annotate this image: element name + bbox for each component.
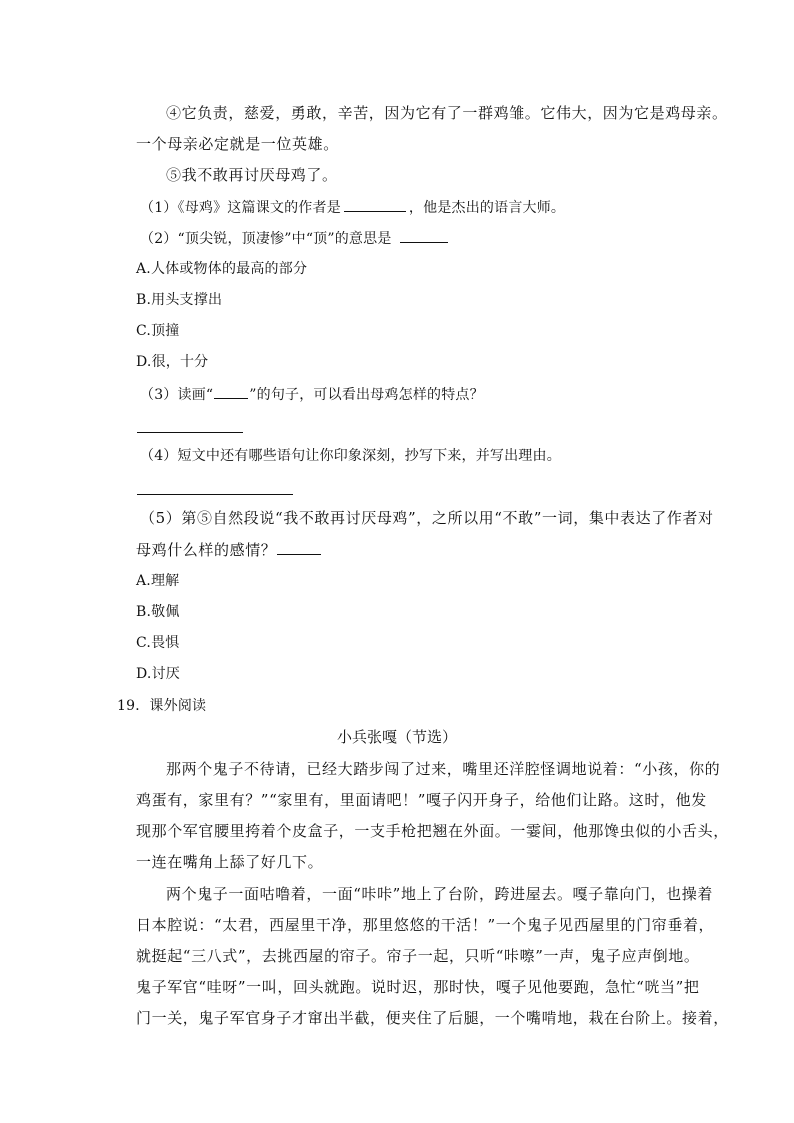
reading-line: 门一关，鬼子军官身子才窜出半截，便夹住了后腿，一个嘴啃地，栽在台阶上。接着， — [136, 1009, 729, 1027]
reading-line: 现那个军官腰里挎着个皮盒子，一支手枪把翘在外面。一霎间，他那馋虫似的小舌头， — [136, 822, 729, 840]
question-5-option-b[interactable]: B.敬佩 — [136, 604, 180, 620]
question-4: （4）短文中还有哪些语句让你印象深刻，抄写下来，并写出理由。 — [140, 448, 561, 464]
question-1-text-after: ，他是杰出的语言大师。 — [408, 200, 566, 216]
question-3-answer-line[interactable] — [137, 432, 243, 433]
reading-line: 那两个鬼子不待请，已经大踏步闯了过来，嘴里还洋腔怪调地说着：“小孩，你的 — [166, 760, 721, 778]
question-2-option-b[interactable]: B.用头支撑出 — [136, 292, 223, 308]
reading-title: 小兵张嘎（节选） — [336, 728, 457, 746]
question-1 — [140, 197, 565, 218]
paragraph-5: ⑤我不敢再讨厌母鸡了。 — [166, 166, 338, 184]
reading-line: 鬼子军官“哇呀”一叫，回头就跑。说时迟，那时快，嘎子见他要跑，急忙“咣当”把 — [136, 978, 700, 996]
reading-line: 日本腔说：“太君，西屋里干净，那里悠悠的干活！”一个鬼子见西屋里的门帘垂着， — [136, 916, 715, 934]
question-3-underline-marker — [214, 384, 248, 399]
reading-line: 就挺起“三八式”，去挑西屋的帘子。帘子一起，只听“咔嚓”一声，鬼子应声倒地。 — [136, 947, 700, 965]
reading-line: 鸡蛋有，家里有？”“家里有，里面请吧！”嘎子闪开身子，给他们让路。这时，他发 — [136, 791, 707, 809]
question-1-blank[interactable] — [344, 197, 406, 212]
question-2-option-d[interactable]: D.很，十分 — [136, 354, 209, 370]
reading-line: 两个鬼子一面咕噜着，一面“咔咔”地上了台阶，跨进屋去。嘎子靠向门，也操着 — [166, 885, 713, 903]
question-5-line-2 — [136, 540, 324, 560]
question-3-text-after: ”的句子，可以看出母鸡怎样的特点？ — [249, 387, 484, 403]
question-5-option-a[interactable]: A.理解 — [136, 573, 180, 589]
section-19-heading: 19．课外阅读 — [117, 698, 207, 714]
question-5-blank[interactable] — [277, 540, 321, 555]
question-5-option-d[interactable]: D.讨厌 — [136, 666, 180, 682]
paragraph-4-line-2: 一个母亲必定就是一位英雄。 — [136, 135, 339, 153]
question-2-option-c[interactable]: C.顶撞 — [136, 323, 180, 339]
question-4-answer-line[interactable] — [137, 494, 293, 495]
question-1-text: （1）《母鸡》这篇课文的作者是 — [140, 200, 341, 216]
question-5-option-c[interactable]: C.畏惧 — [136, 635, 180, 651]
question-3 — [140, 384, 484, 405]
question-2-option-a[interactable]: A.人体或物体的最高的部分 — [136, 261, 308, 277]
question-5-text: 母鸡什么样的感情？ — [136, 541, 277, 559]
question-2-text: （2）“顶尖锐，顶凄惨”中“顶”的意思是 — [140, 231, 392, 247]
reading-line: 一连在嘴角上舔了好几下。 — [136, 853, 324, 871]
question-5-line-1: （5）第⑤自然段说“我不敢再讨厌母鸡”，之所以用“不敢”一词，集中表达了作者对 — [140, 509, 714, 527]
paragraph-4-line-1: ④它负责，慈爱，勇敢，辛苦，因为它有了一群鸡雏。它伟大，因为它是鸡母亲。 — [166, 104, 728, 122]
question-2 — [140, 228, 451, 249]
question-2-blank[interactable] — [400, 228, 448, 243]
question-3-text: （3）读画“ — [140, 387, 214, 403]
